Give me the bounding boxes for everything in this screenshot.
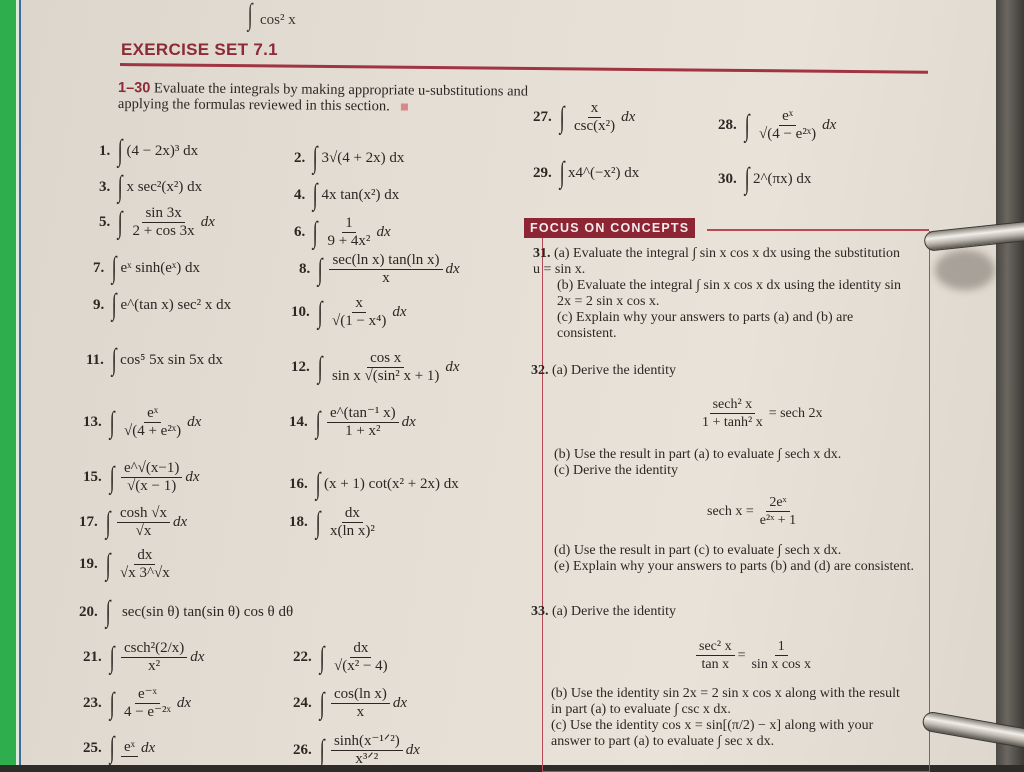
problem-29: 29. ∫ x4^(−x²) dx	[533, 156, 640, 189]
green-tab-strip	[0, 0, 16, 765]
previous-section-fragment: ∫ cos² x	[247, 0, 296, 31]
problem-1: 1. ∫ (4 − 2x)³ dx	[99, 134, 199, 167]
problem-2: 2. ∫ 3√(4 + 2x) dx	[294, 141, 405, 174]
problem-15: 15. ∫ $\frac{e\^{}√(x-1)}{√(x - 1)}$ dx	[83, 460, 200, 494]
problem-9: 9. ∫ e^(tan x) sec² x dx	[93, 288, 232, 321]
problem-5: 5. ∫ $\frac{\sin 3x}{2 + \cos 3x}$ dx	[99, 205, 215, 239]
problem-10: 10. ∫ $\frac{x}{\text{√(1 − x⁴)}}$ dx	[291, 295, 407, 329]
exercise-set-title: EXERCISE SET 7.1	[121, 40, 278, 59]
end-marker-icon	[401, 103, 408, 110]
problem-32-bc: (b) Use the result in part (a) to evaluate ∫ sech x dx. (c) Derive the identity	[554, 447, 842, 478]
problem-14: 14. ∫ $\frac{\text{e\textasciicircum{}(tan⁻¹ x)}}{\text{1 + x²}}$ dx	[289, 405, 416, 439]
problem-27: 27. ∫ $\frac{x}{\text{csc(x²)}}$ dx	[533, 100, 636, 134]
problem-31: 31. (a) Evaluate the integral ∫ sin x cos x dx using the substitution u = sin x. (b) Evaluate the integral ∫ sin x cos x dx using the identity sin 2x = 2 sin x cos x. (c) Explain why your answers to parts (a) and (b) are consistent.	[533, 246, 902, 341]
identity-sech-2: sech x = $\frac{\text{2eˣ}}{\text{e²ˣ + 1}}$	[707, 495, 797, 528]
problem-13: 13. ∫ $\frac{\text{eˣ}}{\text{√(4 + e²ˣ)}}$ dx	[83, 405, 202, 439]
problem-32-a: 32. (a) Derive the identity	[531, 363, 677, 378]
problem-4: 4. ∫ 4x tan(x²) dx	[294, 178, 400, 211]
identity-sech-1: $\frac{\text{sech² x}}{\text{1 + tanh² x}}$ = sech 2x	[702, 397, 823, 430]
problem-17: 17. ∫ $\frac{\cosh √x}{√x}$ dx	[79, 505, 188, 539]
problem-18: 18. ∫ $\frac{dx}{\text{x(ln x)²}}$	[289, 505, 375, 539]
problem-24: 24. ∫ $\frac{\text{cos(ln x)}}{x}$ dx	[293, 686, 408, 720]
ring-shadow	[935, 250, 995, 290]
problem-22: 22. ∫ $\frac{dx}{\text{√(x² − 4)}}$	[293, 640, 388, 674]
problem-21: 21. ∫ $\frac{\text{csch²(2/x)}}{\text{x²}}$ dx	[83, 640, 205, 674]
problem-26: 26. ∫ $\frac{\text{sinh(x⁻¹ᐟ²)}}{\text{x³ᐟ²}}$ dx	[293, 733, 420, 767]
problem-33-bc: (b) Use the identity sin 2x = 2 sin x cos x along with the result in part (a) to evaluate ∫ csc x dx. (c) Use the identity cos x = sin[(π/2) − x] along with your answer to part (a) to evaluate ∫ sec x dx.	[551, 686, 900, 749]
title-rule	[120, 63, 928, 74]
instructions: 1–30 Evaluate the integrals by making appropriate u-substitutions and applying the formulas reviewed in this section.	[117, 80, 529, 115]
problem-25: 25. ∫ eˣ dx	[83, 731, 156, 764]
problem-3: 3. ∫ x sec²(x²) dx	[99, 170, 203, 203]
problem-30: 30. ∫ 2^(πx) dx	[718, 162, 812, 195]
problem-19: 19. ∫ $\frac{dx}{√x 3\^{}√x}$	[79, 547, 170, 581]
problem-23: 23. ∫ $\frac{\text{e⁻ˣ}}{\text{4 − e⁻²ˣ}}$ dx	[83, 686, 192, 720]
problem-6: 6. ∫ $\frac{1}{\text{9 + 4x²}}$ dx	[294, 215, 391, 249]
identity-sec-tan: $\frac{\text{sec² x}}{\text{tan x}}$ = $\frac{1}{\text{sin x cos x}}$	[693, 638, 817, 673]
problem-20: 20. ∫ sec(sin θ) tan(sin θ) cos θ dθ	[79, 595, 294, 628]
problem-16: 16. ∫ (x + 1) cot(x² + 2x) dx	[289, 467, 459, 500]
textbook-page	[21, 0, 996, 765]
problem-28: 28. ∫ $\frac{\text{eˣ}}{\text{√(4 − e²ˣ)}}$ dx	[718, 108, 837, 142]
problem-33-a: 33. (a) Derive the identity	[531, 604, 677, 619]
problem-12: 12. ∫ $\frac{\text{cos x}}{\text{sin x √(sin² x + 1)}}$ dx	[291, 350, 460, 384]
problem-11: 11. ∫ cos⁵ 5x sin 5x dx	[86, 343, 223, 376]
focus-on-concepts-label: FOCUS ON CONCEPTS	[524, 218, 695, 238]
binder-spine	[996, 0, 1024, 765]
problem-7: 7. ∫ eˣ sinh(eˣ) dx	[93, 251, 200, 284]
problem-8: 8. ∫ $\frac{\text{sec(ln x) tan(ln x)}}{x}$ dx	[299, 252, 460, 286]
problem-32-de: (d) Use the result in part (c) to evaluate ∫ sech x dx. (e) Explain why your answers to parts (b) and (d) are consistent.	[554, 543, 915, 574]
